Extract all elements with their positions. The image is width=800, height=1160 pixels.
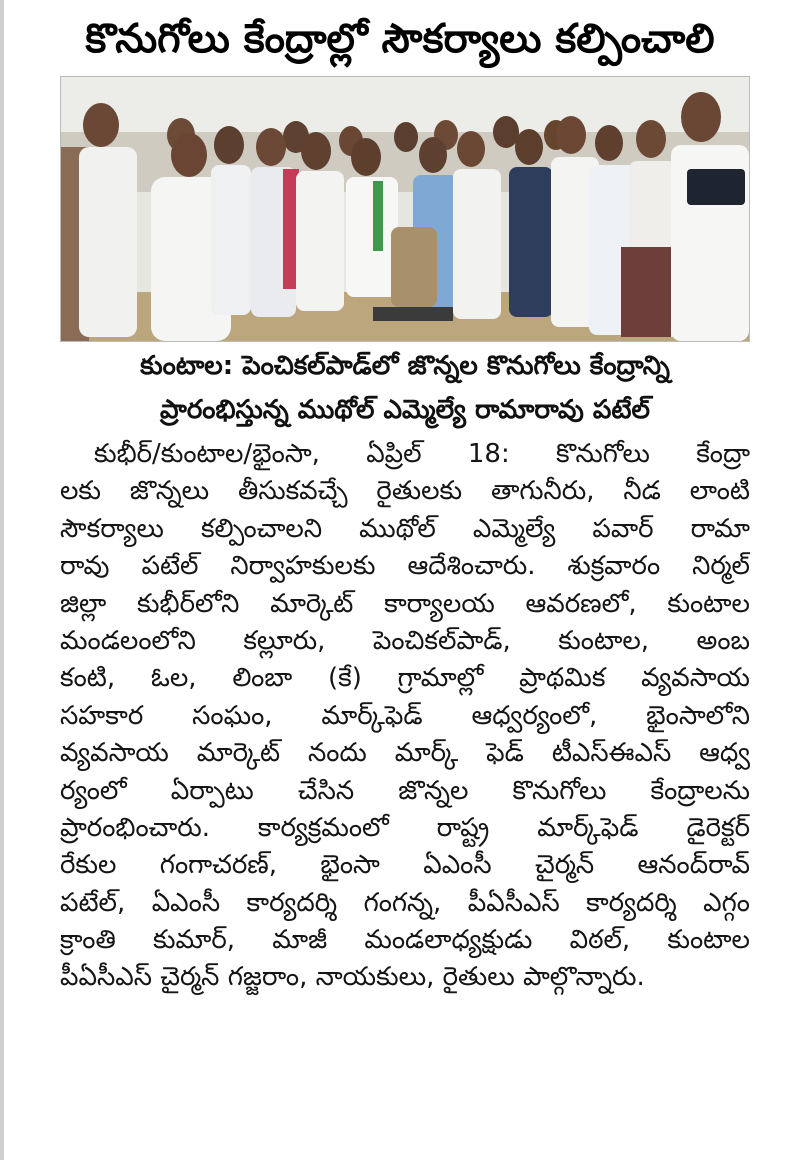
column-rule: [0, 0, 4, 1160]
photo-caption-line: ప్రారంభిస్తున్న ముథోల్ ఎమ్మెల్యే రామారావు పటేల్: [160, 395, 650, 425]
article-body: [60, 436, 750, 997]
body-line: క్రాంతి కుమార్, మాజీ మండలాధ్యక్షుడు విఠల్, కుంటాల: [60, 925, 750, 956]
body-line: లకు జొన్నలు తీసుకవచ్చే రైతులకు తాగునీరు, నీడ లాంటి: [60, 476, 750, 507]
body-line: పటేల్, ఏఎంసీ కార్యదర్శి గంగన్న, పీఏసీఎస్ కార్యదర్శి ఎగ్గం: [60, 887, 750, 918]
photo-caption: [60, 344, 750, 432]
body-line: రేకుల గంగాచరణ్, భైంసా ఏఎంసీ చైర్మన్ ఆనంద్‌రావ్: [60, 850, 750, 881]
body-line: వ్యవసాయ మార్కెట్ నందు మార్క్ ఫెడ్ టీఎస్ఈఎస్ ఆధ్వ: [60, 738, 750, 769]
news-photo: [60, 76, 750, 342]
body-line: పీఏసీఎస్ చైర్మన్ గజ్జరాం, నాయకులు, రైతులు పాల్గొన్నారు.: [60, 962, 645, 993]
body-line: సౌకర్యాలు కల్పించాలని ముథోల్ ఎమ్మెల్యే పవార్ రామా: [60, 513, 750, 544]
body-line: ప్రారంభించారు. కార్యక్రమంలో రాష్ట్ర మార్క్‌ఫెడ్ డైరెక్టర్: [60, 812, 750, 843]
body-line: రావు పటేల్ నిర్వాహకులకు ఆదేశించారు. శుక్రవారం నిర్మల్: [60, 551, 750, 582]
photo-caption-line: కుంటాల: పెంచికల్‌పాడ్‌లో జొన్నల కొనుగోలు కేంద్రాన్ని: [140, 351, 670, 381]
body-line: మండలంలోని కల్లూరు, పెంచికల్‌పాడ్, కుంటాల, అంబ: [60, 625, 750, 656]
body-line: సహకార సంఘం, మార్క్‌ఫెడ్ ఆధ్వర్యంలో, భైంసాలోని: [60, 700, 750, 731]
body-line: కంటి, ఓల, లింబా (కే) గ్రామాల్లో ప్రాథమిక వ్యవసాయ: [60, 663, 750, 694]
news-photo-illustration: [61, 77, 749, 341]
body-line: జిల్లా కుభీర్‌లోని మార్కెట్ కార్యాలయ ఆవరణలో, కుంటాల: [60, 588, 750, 619]
article-headline: కొనుగోలు కేంద్రాల్లో సౌకర్యాలు కల్పించాలి: [85, 16, 715, 62]
body-line: ర్యంలో ఏర్పాటు చేసిన జొన్నల కొనుగోలు కేంద్రాలను: [60, 775, 750, 806]
body-line: కుభీర్/కుంటాల/భైంసా, ఏప్రిల్ 18: కొనుగోలు కేంద్రా: [94, 439, 750, 469]
